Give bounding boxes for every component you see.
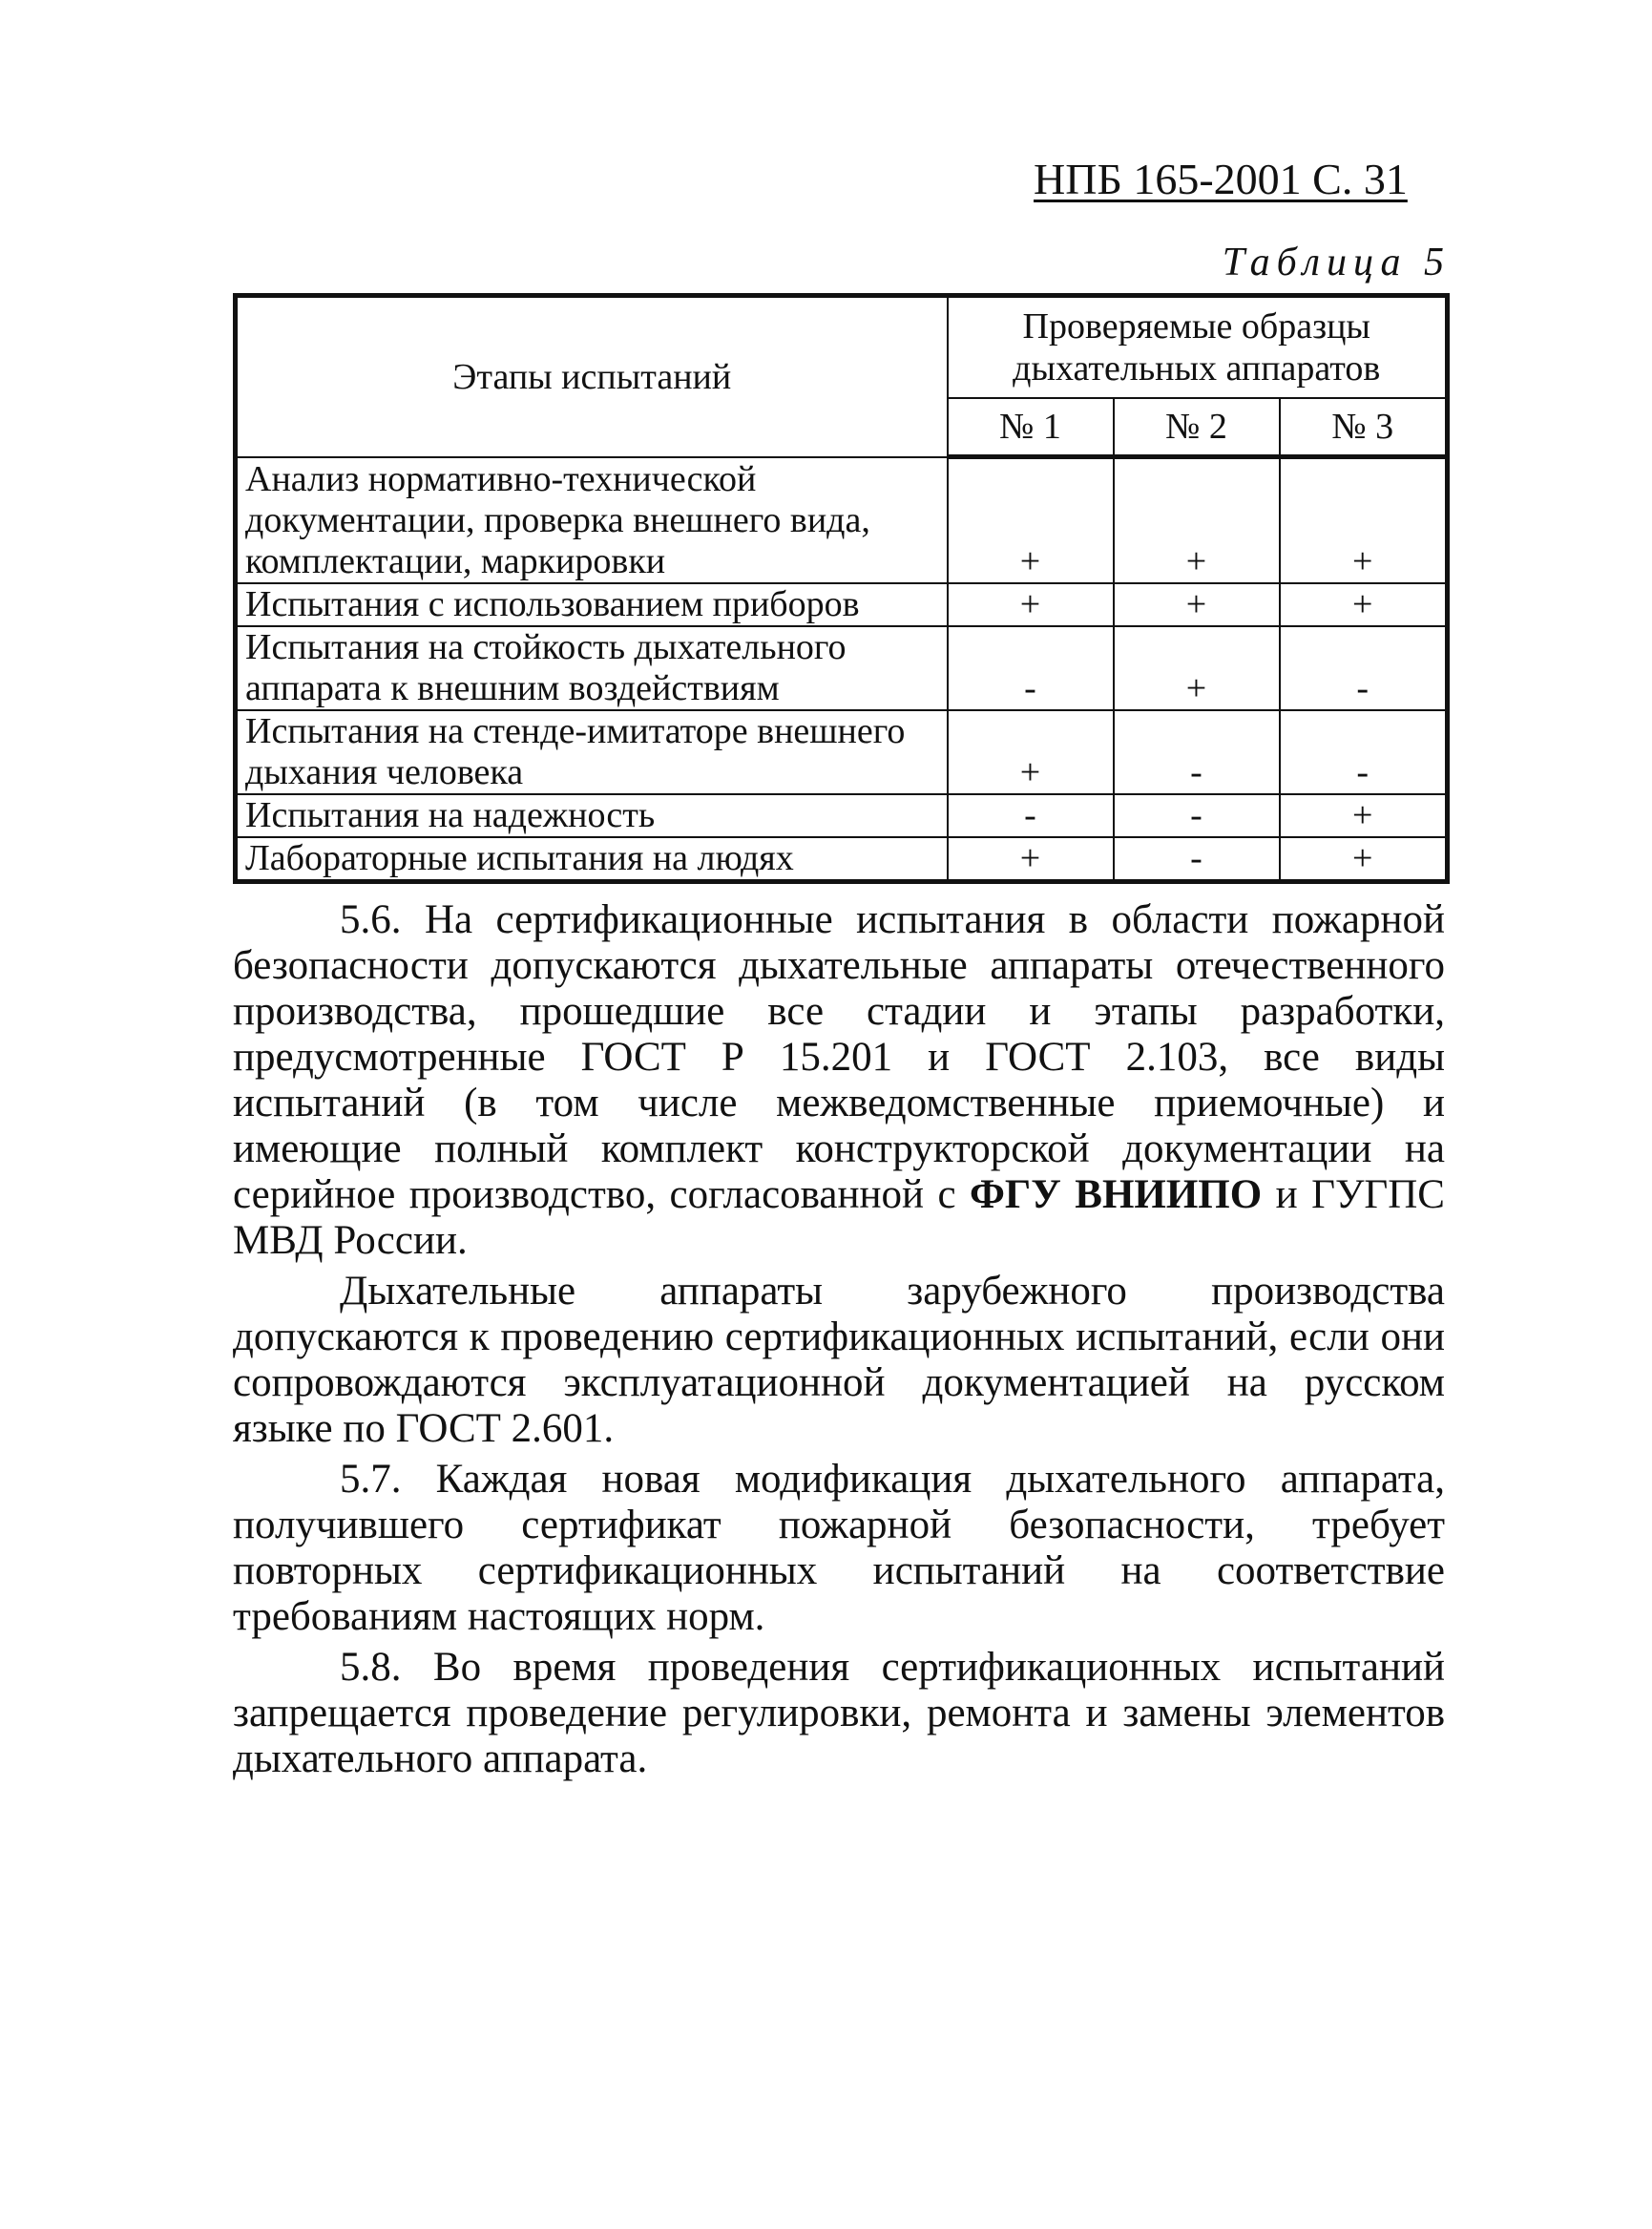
paragraph-5-7: 5.7. Каждая новая модификация дыхательного аппарата, получившего сертификат пожарной безопасности, требует повторных сертификационных испытаний на соответствие требованиям настоящих норм. [233,1457,1445,1639]
mark-cell: + [1280,457,1448,583]
mark-cell: + [948,457,1114,583]
header-stages: Этапы испытаний [236,296,948,457]
test-stages-table [233,293,1450,884]
stage-cell: Испытания с использованием приборов [236,583,948,626]
paragraph-5-6-text: 5.6. На сертификационные испытания в области пожарной безопасности допускаются дыхательные аппараты отечественного производства, прошедшие все стадии и этапы разработки, предусмотренные ГОСТ Р 15.201 и ГОСТ 2.103, все виды испытаний (в том числе межведомственные приемочные) и имеющие полный комплект конструкторской документации на серийное производство, согласованной с [233,897,1445,1217]
mark-cell: - [1114,710,1280,794]
mark-cell: + [1280,794,1448,837]
mark-cell: + [1114,583,1280,626]
mark-cell: + [1280,583,1448,626]
document-page-header: НПБ 165-2001 С. 31 [1034,155,1408,203]
header-samples-group: Проверяемые образцы дыхательных аппаратов [948,296,1448,399]
body-text [233,897,1445,1787]
header-sample-2: № 2 [1114,398,1280,457]
table-row [236,710,1448,794]
mark-cell: - [948,794,1114,837]
table-row [236,583,1448,626]
paragraph-5-6 [233,897,1445,1264]
paragraph-5-6-foreign: Дыхательные аппараты зарубежного производства допускаются к проведению сертификационных испытаний, если они сопровождаются эксплуатационной документацией на русском языке по ГОСТ 2.601. [233,1269,1445,1451]
stage-cell: Испытания на надежность [236,794,948,837]
mark-cell: - [1114,794,1280,837]
stage-cell: Анализ нормативно-технической документации, проверка внешнего вида, комплектации, маркировки [236,457,948,583]
mark-cell: - [1280,626,1448,710]
stage-cell: Испытания на стенде-имитаторе внешнего дыхания человека [236,710,948,794]
header-sample-3: № 3 [1280,398,1448,457]
header-sample-1: № 1 [948,398,1114,457]
mark-cell: + [948,583,1114,626]
paragraph-5-8: 5.8. Во время проведения сертификационных испытаний запрещается проведение регулировки, ремонта и замены элементов дыхательного аппарата. [233,1645,1445,1781]
mark-cell: + [948,837,1114,882]
table-row [236,794,1448,837]
paragraph-5-6-tail: и ГУГПС МВД России. [233,1172,1445,1263]
table-label: Таблица 5 [1222,241,1451,284]
mark-cell: + [948,710,1114,794]
mark-cell: + [1280,837,1448,882]
table-row [236,626,1448,710]
table-row [236,837,1448,882]
org-name-bold: ФГУ ВНИИПО [970,1172,1263,1217]
mark-cell: + [1114,457,1280,583]
table-row [236,457,1448,583]
mark-cell: - [1280,710,1448,794]
mark-cell: - [948,626,1114,710]
mark-cell: + [1114,626,1280,710]
stage-cell: Лабораторные испытания на людях [236,837,948,882]
stage-cell: Испытания на стойкость дыхательного аппарата к внешним воздействиям [236,626,948,710]
mark-cell: - [1114,837,1280,882]
